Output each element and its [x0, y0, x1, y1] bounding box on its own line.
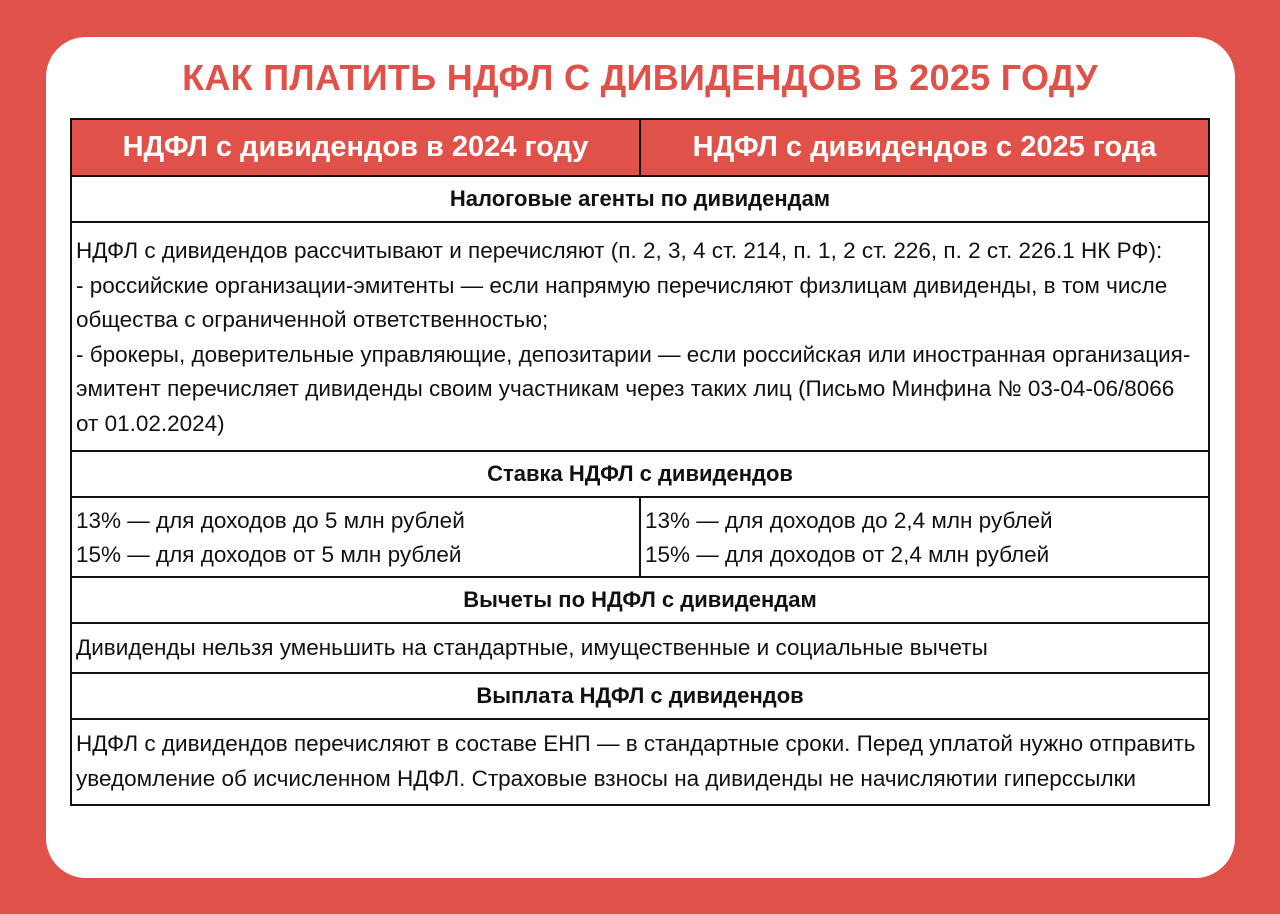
- header-2025: НДФЛ с дивидендов с 2025 года: [692, 131, 1157, 163]
- dividend-tax-table: [70, 118, 1210, 806]
- payment-text: НДФЛ с дивидендов перечисляют в составе ЕНП — в стандартные сроки. Перед уплатой нужно отправить уведомление об исчисленном НДФЛ. Страховые взносы на дивиденды не начисляютии гиперссылки: [76, 731, 1196, 791]
- rate-line: 13% — для доходов до 2,4 млн рублей: [645, 508, 1053, 533]
- header-2024: НДФЛ с дивидендов в 2024 году: [72, 120, 641, 175]
- agents-text: [72, 223, 1208, 450]
- rate-line: 15% — для доходов от 5 млн рублей: [76, 542, 462, 567]
- section-agents-body-row: [72, 223, 1208, 452]
- section-rates-title-row: [72, 452, 1208, 498]
- section-payment-title: Выплата НДФЛ с дивидендов: [476, 683, 804, 708]
- section-deductions-title: Вычеты по НДФЛ с дивидендам: [463, 587, 817, 612]
- section-deductions-body-row: [72, 624, 1208, 674]
- section-payment-body-row: [72, 720, 1208, 804]
- agents-paragraph: НДФЛ с дивидендов рассчитывают и перечисляют (п. 2, 3, 4 ст. 214, п. 1, 2 ст. 226, п. 2 ст. 226.1 НК РФ):: [76, 238, 1163, 263]
- rate-line: 13% — для доходов до 5 млн рублей: [76, 508, 465, 533]
- section-agents-title: Налоговые агенты по дивидендам: [449, 186, 831, 211]
- section-rates-body-row: [72, 498, 1208, 578]
- rates-2024: [72, 498, 641, 576]
- page-title: КАК ПЛАТИТЬ НДФЛ С ДИВИДЕНДОВ В 2025 ГОДУ: [182, 57, 1098, 98]
- rates-2025: [641, 498, 1208, 576]
- section-payment-title-row: [72, 674, 1208, 720]
- table-header-row: [72, 120, 1208, 177]
- agents-paragraph: - брокеры, доверительные управляющие, депозитарии — если российская или иностранная организация-эмитент перечисляет дивиденды своим участникам через таких лиц (Письмо Минфина № 03-04-06/8066 от 01.02.2024): [76, 341, 1191, 436]
- rate-line: 15% — для доходов от 2,4 млн рублей: [645, 542, 1050, 567]
- section-agents-title-row: [72, 177, 1208, 223]
- section-rates-title: Ставка НДФЛ с дивидендов: [487, 461, 793, 486]
- deductions-text: Дивиденды нельзя уменьшить на стандартные, имущественные и социальные вычеты: [76, 635, 988, 660]
- agents-paragraph: - российские организации-эмитенты — если напрямую перечисляют физлицам дивиденды, в том числе общества с ограниченной ответственностью;: [76, 272, 1168, 332]
- section-deductions-title-row: [72, 578, 1208, 624]
